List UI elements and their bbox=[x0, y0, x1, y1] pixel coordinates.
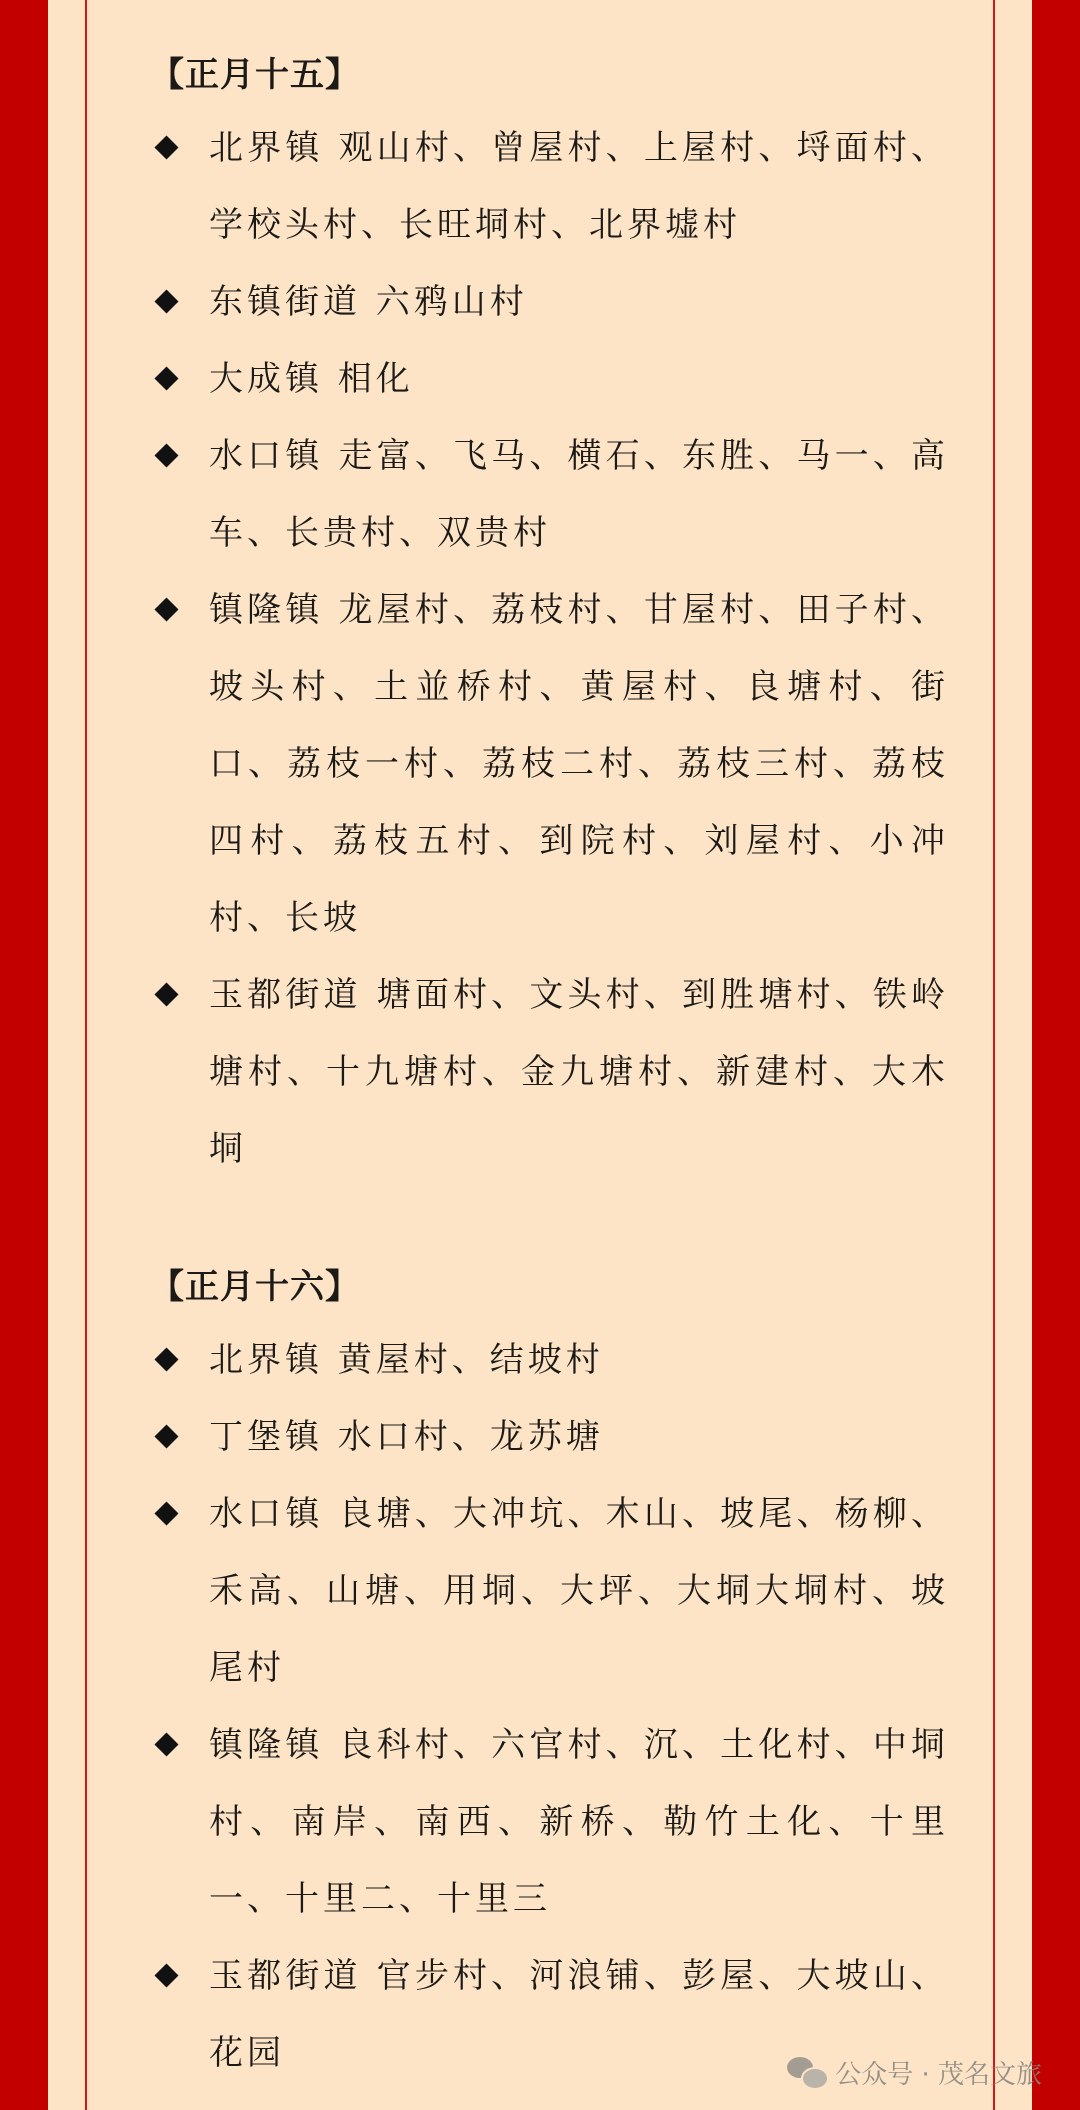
list-item-text: 东镇街道 六鸦山村 bbox=[209, 282, 528, 322]
diamond-bullet-icon bbox=[154, 366, 178, 390]
list-item bbox=[150, 110, 949, 264]
list-item-text: 玉都街道 官步村、河浪铺、彭屋、大坡山、花园 bbox=[209, 1956, 949, 2073]
list-item bbox=[150, 1707, 949, 1938]
diamond-bullet-icon bbox=[154, 1424, 178, 1448]
list-item bbox=[150, 1399, 949, 1476]
section-day-16 bbox=[150, 1252, 950, 2092]
list-item-text: 镇隆镇 良科村、六官村、沉、土化村、中垌村、南岸、南西、新桥、勒竹土化、十里一、十里二、十里三 bbox=[209, 1725, 949, 1919]
list-item bbox=[150, 1476, 949, 1707]
watermark-text: 公众号 · 茂名文旅 bbox=[835, 2059, 1042, 2090]
diamond-bullet-icon bbox=[154, 597, 178, 621]
list-item-text: 丁堡镇 水口村、龙苏塘 bbox=[209, 1417, 604, 1457]
section-title: 【正月十六】 bbox=[150, 1267, 360, 1307]
list-item-text: 水口镇 良塘、大冲坑、木山、坡尾、杨柳、禾高、山塘、用垌、大坪、大垌大垌村、坡尾村 bbox=[209, 1494, 949, 1688]
section-title: 【正月十五】 bbox=[150, 55, 360, 95]
list-item bbox=[150, 264, 949, 341]
wechat-icon bbox=[787, 2055, 827, 2089]
diamond-bullet-icon bbox=[154, 1347, 178, 1371]
list-item-text: 水口镇 走富、飞马、横石、东胜、马一、高车、长贵村、双贵村 bbox=[209, 436, 949, 553]
list-item-text: 大成镇 相化 bbox=[209, 359, 414, 399]
list-item bbox=[150, 341, 949, 418]
schedule-content bbox=[150, 40, 950, 2092]
diamond-bullet-icon bbox=[154, 1501, 178, 1525]
list-item bbox=[150, 1322, 949, 1399]
list-item-text: 北界镇 观山村、曾屋村、上屋村、埒面村、学校头村、长旺垌村、北界墟村 bbox=[209, 128, 949, 245]
diamond-bullet-icon bbox=[154, 1963, 178, 1987]
section-spacer bbox=[150, 1188, 950, 1252]
diamond-bullet-icon bbox=[154, 135, 178, 159]
section-day-15 bbox=[150, 40, 950, 1188]
diamond-bullet-icon bbox=[154, 289, 178, 313]
list-item bbox=[150, 418, 949, 572]
diamond-bullet-icon bbox=[154, 982, 178, 1006]
diamond-bullet-icon bbox=[154, 443, 178, 467]
list-item-text: 玉都街道 塘面村、文头村、到胜塘村、铁岭塘村、十九塘村、金九塘村、新建村、大木垌 bbox=[209, 975, 949, 1169]
watermark bbox=[787, 2052, 1042, 2092]
list-item-text: 北界镇 黄屋村、结坡村 bbox=[209, 1340, 604, 1380]
list-item bbox=[150, 572, 949, 957]
diamond-bullet-icon bbox=[154, 1732, 178, 1756]
list-item-text: 镇隆镇 龙屋村、荔枝村、甘屋村、田子村、坡头村、土並桥村、黄屋村、良塘村、街口、荔枝一村、荔枝二村、荔枝三村、荔枝四村、荔枝五村、到院村、刘屋村、小冲村、长坡 bbox=[209, 590, 949, 938]
list-item bbox=[150, 957, 949, 1188]
